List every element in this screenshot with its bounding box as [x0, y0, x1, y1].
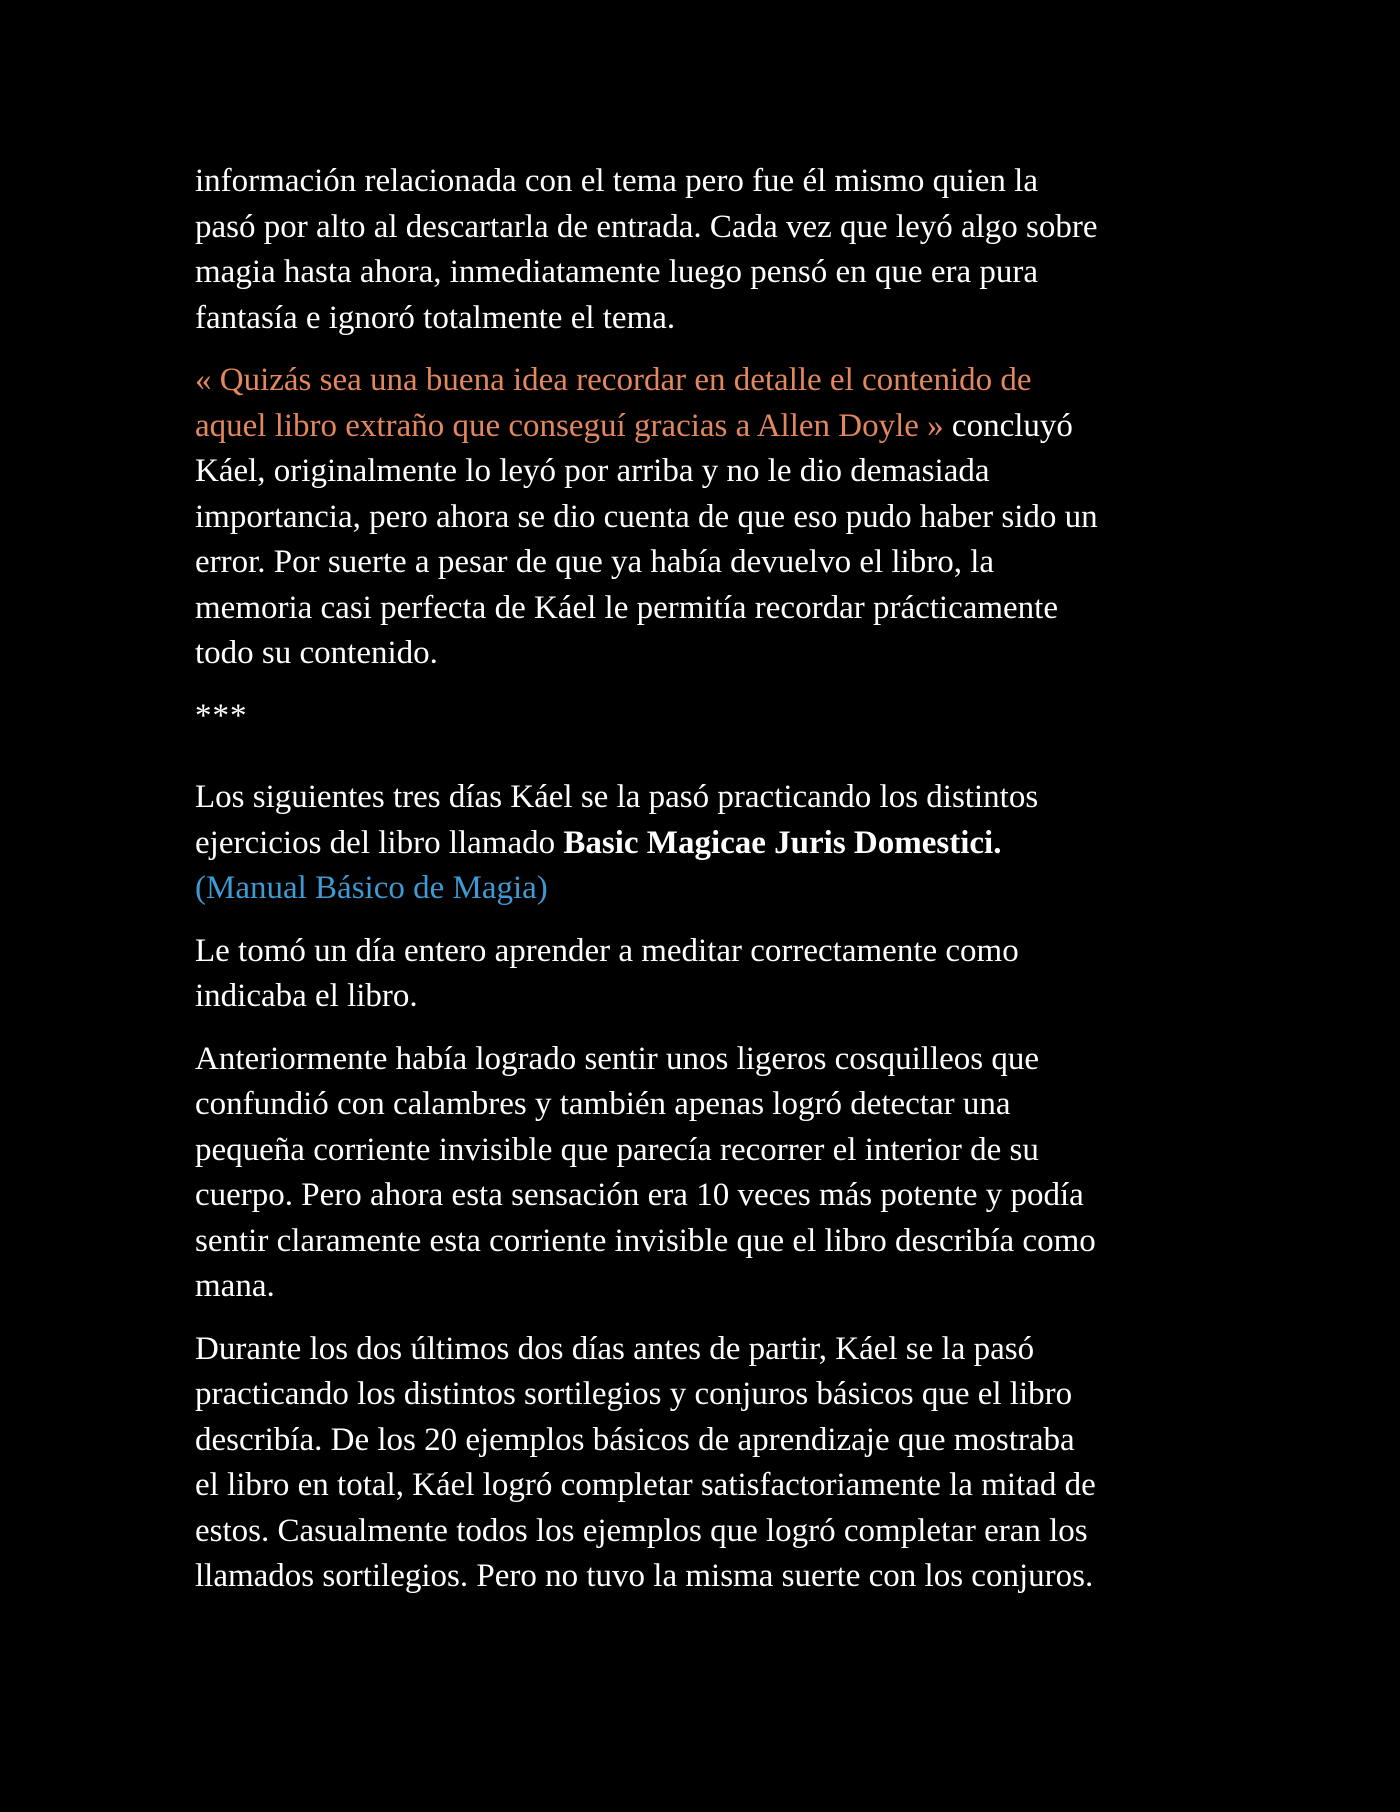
- narration-text: concluyó: [943, 407, 1073, 444]
- text-line: mana.: [195, 1268, 275, 1304]
- text-line: [195, 404, 1205, 450]
- text-line: llamados sortilegios. Pero no tuvo la misma suerte con los conjuros.: [195, 1558, 1094, 1594]
- text-line: indicaba el libro.: [195, 978, 418, 1014]
- paragraph-5: [195, 1037, 1205, 1310]
- text-line: error. Por suerte a pesar de que ya había devuelvo el libro, la: [195, 544, 995, 580]
- text-line: todo su contenido.: [195, 635, 438, 671]
- text-line: información relacionada con el tema pero fue él mismo quien la: [195, 163, 1038, 199]
- text-line: estos. Casualmente todos los ejemplos que logró completar eran los: [195, 1512, 1088, 1549]
- text-line: confundió con calambres y también apenas logró detectar una: [195, 1086, 1011, 1122]
- text-line: Anteriormente había logrado sentir unos ligeros cosquilleos que: [195, 1040, 1040, 1077]
- text-line: el libro en total, Káel logró completar satisfactoriamente la mitad de: [195, 1467, 1096, 1503]
- paragraph-2: [195, 358, 1205, 677]
- scene-separator: ***: [195, 697, 248, 734]
- text-line: practicando los distintos sortilegios y conjuros básicos que el libro: [195, 1376, 1073, 1412]
- text-line: cuerpo. Pero ahora esta sensación era 10 veces más potente y podía: [195, 1177, 1084, 1213]
- text-line: importancia, pero ahora se dio cuenta de que eso pudo haber sido un: [195, 498, 1098, 535]
- book-title-translation: (Manual Básico de Magia): [195, 870, 548, 906]
- text-line: describía. De los 20 ejemplos básicos de aprendizaje que mostraba: [195, 1421, 1075, 1458]
- text-line: [195, 821, 1205, 867]
- text-line: Durante los dos últimos dos días antes de partir, Káel se la pasó: [195, 1330, 1035, 1367]
- paragraph-1: [195, 159, 1205, 341]
- book-title: Basic Magicae Juris Domestici.: [563, 824, 1002, 861]
- paragraph-4: [195, 929, 1205, 1020]
- text-line: memoria casi perfecta de Káel le permitía recordar prácticamente: [195, 589, 1058, 626]
- thought-text: aquel libro extraño que conseguí gracias a Allen Doyle »: [195, 407, 944, 444]
- text-line: magia hasta ahora, inmediatamente luego pensó en que era pura: [195, 254, 1038, 290]
- text-line: sentir claramente esta corriente invisible que el libro describía como: [195, 1222, 1096, 1259]
- text-line: Le tomó un día entero aprender a meditar correctamente como: [195, 932, 1019, 969]
- text-line: Los siguientes tres días Káel se la pasó practicando los distintos: [195, 779, 1039, 815]
- thought-text: « Quizás sea una buena idea recordar en detalle el contenido de: [195, 362, 1032, 398]
- narration-text: ejercicios del libro llamado: [195, 824, 564, 861]
- paragraph-6: [195, 1327, 1205, 1600]
- paragraph-3: [195, 775, 1205, 912]
- text-line: pequeña corriente invisible que parecía recorrer el interior de su: [195, 1131, 1039, 1168]
- text-line: Káel, originalmente lo leyó por arriba y no le dio demasiada: [195, 453, 990, 489]
- text-column: [195, 159, 1205, 1617]
- text-line: pasó por alto al descartarla de entrada. Cada vez que leyó algo sobre: [195, 208, 1098, 245]
- text-line: fantasía e ignoró totalmente el tema.: [195, 299, 676, 336]
